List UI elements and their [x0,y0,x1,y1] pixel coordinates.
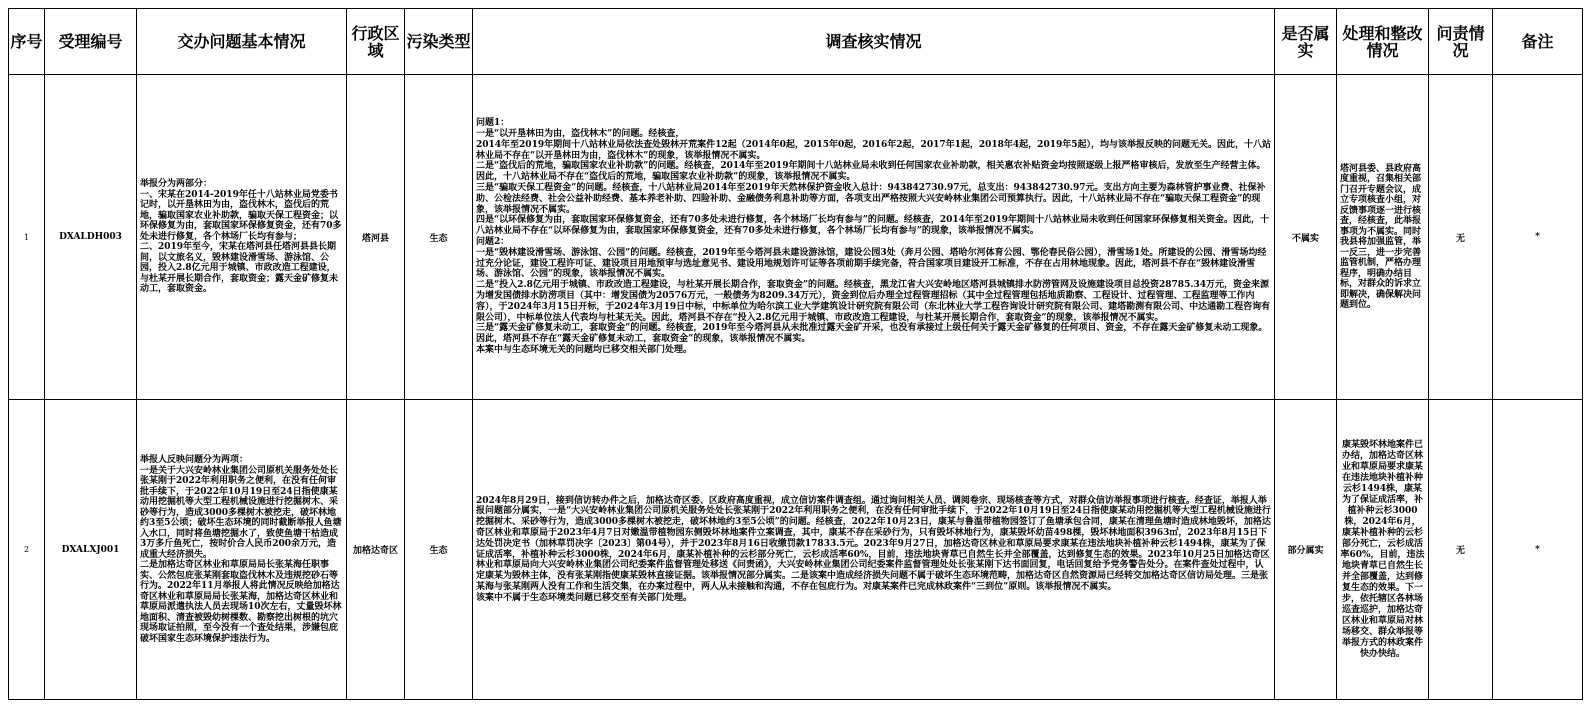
cell-remarks: * [1493,75,1583,400]
table-row [9,400,1583,700]
investigation-text: 问题1： 一是“以开垦林田为由，盗伐林木”的问题。经核查， 2014年至2019年期间十八站林业局依法查处毁林开荒案件12起（2014年0起，2015年0起，2016年2起，2017年1起，2018年4起，2019年5起），均与该举报反映的问题无关。因此，十八站林业局不存在“以开垦林田为由，盗伐林木”的现象，该举报情况不属实。 二是“盗伐后的荒地，骗取国家农业补助款”的问题。经核查，2014年至2019年期间十八站林业局未收到任何国家农业补助款，相关惠农补贴资金均按照逐级上报严格审核后，发放至生产经营主体。因此，十八站林业局不存在“盗伐后的荒地，骗取国家农业补助款”的现象，该举报情况不属实。 三是“骗取天保工程资金”的问题。经核查，十八站林业局2014年至2019年天然林保护资金收入总计：943842730.97元，总支出：943842730.97元。支出方向主要为森林管护事业费、社保补助、公检法经费、社会公益补助经费、基本养老补助、四险补助、金融债务利息补助等方面，各项支出严格按照大兴安岭林业集团公司预算执行。因此，十八站林业局不存在“骗取天保工程资金”的现象，该举报情况不属实。 四是“以环保修复为由，套取国家环保修复资金，还有70多处未进行修复，各个林场厂长均有参与”的问题。经核查，2014年至2019年期间十八站林业局未收到任何国家环保修复相关资金。因此，十八站林业局不存在“以环保修复为由，套取国家环保修复资金，还有70多处未进行修复，各个林场厂长均有参与”的现象，该举报情况不属实。 问题2： 一是“毁林建设滑雪场、游泳馆、公园”的问题。经核查，2019年至今塔河县未建设游泳馆，建设公园3处（奔月公园、塔哈尔河体育公园、鄂伦春民俗公园），滑雪场1处。所建设的公园、滑雪场均经过充分论证，建设工程许可证、建设项目用地预审与选址意见书、建设用地规划许可证等各项前期手续完备，符合国家项目建设开工标准，不存在占用林地现象。因此，塔河县不存在“毁林建设滑雪场、游泳馆、公园”的现象，该举报情况不属实。 二是“投入2.8亿元用于城镇、市政改造工程建设，与杜某开展长期合作，套取资金”的问题。经核查，黑龙江省大兴安岭地区塔河县城镇排水防涝管网及设施建设项目总投资28785.34万元，资金来源为增发国债排水防涝项目（其中：增发国债为20576万元，一般债务为8209.34万元），资金到位后办理全过程管理招标（其中全过程管理包括地质勘察、工程设计、过程管理、工程监理等工作内容），于2024年3月15日开标，于2024年3月19日中标，中标单位为哈尔滨工业大学建筑设计研究院有限公司（东北林业大学工程咨询设计研究院有限公司、建塔勘测有限公司、中达通勘工程咨询有限公司），中标单位法人代表均与杜某无关。因此，塔河县不存在“投入2.8亿元用于城镇、市政改造工程建设，与杜某开展长期合作，套取资金”的现象，该举报情况不属实。 三是“露天金矿修复未动工，套取资金”的问题。经核查，2019年至今塔河县从未批准过露天金矿开采，也没有承接过上级任何关于露天金矿修复的任何项目、资金，不存在露天金矿修复未动工现象。因此，塔河县不存在“露天金矿修复未动工，套取资金”的现象，该举报情况不属实。 本案中与生态环境无关的问题均已移交相关部门处理。 [476,118,1271,355]
header-pollution: 污染类型 [405,9,473,75]
header-accountability: 问责情况 [1429,9,1493,75]
problem-text: 举报人反映问题分为两项： 一是关于大兴安岭林业集团公司原机关服务处处长张某刚于2022年利用职务之便利，在没有任何审批手续下，于2022年10月19日至24日指使康某动用挖掘机等大型工程机械设施进行挖掘树木、采砂等行为，造成3000多棵树木被挖走，破坏林地约3至5公顷；破坏生态环境的同时截断举报人鱼塘入水口，同时将鱼塘挖掘水了，致使鱼塘干枯造成3万多斤鱼死亡，按时价合人民币200余万元，造成重大经济损失。 二是加格达奇区林业和草原局局长张某海任职事实、公然包庇张某刚套取盗伐林木及违规挖砂石等行为。2022年11月举报人将此情况反映给加格达奇区林业和草原局局长张某海，加格达奇区林业和草原局派遣执法人员去现场10次左右，丈量毁坏林地面积、清查被毁幼树棵数、勘察挖出树根的坑穴现场取证拍照，至今没有一个查处结果，涉嫌包庇破坏国家生态环境保护违法行为。 [140,455,342,644]
cell-remarks: * [1493,400,1583,700]
cell-pollution: 生态 [405,400,473,700]
header-row [9,9,1583,75]
cell-handling [1337,400,1429,700]
header-problem: 交办问题基本情况 [137,9,347,75]
cell-problem [137,75,347,400]
cell-case-no: DXALDH003 [45,75,137,400]
cell-seq: 2 [9,400,45,700]
cell-is-true: 部分属实 [1275,400,1337,700]
investigation-text: 2024年8月29日，接到信访转办件之后，加格达奇区委、区政府高度重视，成立信访案件调查组。通过询问相关人员、调阅卷宗、现场核查等方式，对群众信访举报事项进行核查。经查证，举报人举报问题部分属实，一是“大兴安岭林业集团公司原机关服务处处长张某刚于2022年利用职务之便利，在没有任何审批手续下，于2022年10月19日至24日指使康某动用挖掘机等大型工程机械设施进行挖掘树木、采砂等行为，造成3000多棵树木被挖走，破坏林地约3至5公顷”的问题。经核查，2022年10月23日，康某与鲁温带植物园签订了鱼塘承包合同，康某在清理鱼塘时造成林地毁坏，加格达奇区林业和草原局于2023年4月7日对嫩温带植物园东侧毁坏林地案件立案调查，其中，康某不存在采砂行为，只有毁坏林地行为，康某毁坏幼苗498棵，毁坏林地面积3963㎡，2023年8月15日下达处罚决定书（加林草罚决字〔2023〕第04号），并于2023年8月16日收缴罚款17833.5元。2023年9月27日，加格达奇区林业和草原局要求康某在违法地块补植补种云杉1494株，康某为了保证成活率，补植补种云杉3000株，2024年6月，康某补植补种的云杉部分死亡，云杉成活率60%，目前，违法地块青草已自然生长并全部覆盖，达到修复生态的效果。2023年10月25日加格达奇区林业和草原局向大兴安岭林业集团公司纪委案件监督管理处移送《问责函》，大兴安岭林业集团公司纪委案件监督管理处处长张某刚下达书面回复，电话回复给予党务警告处分。在案件查处过程中，认定康某为毁林主体，没有张某刚指使康某毁林直接证据。该举报情况部分属实。二是该案中造成经济损失问题不属于破坏生态环境范畴，加格达奇区自然资源局已经转交加格达奇区信访局处理。三是张某海与张某刚两人没有工作和生活交集，在办案过程中，两人从未接触和沟通，不存在包庇行为。对康某案件已完成林政案件“三到位”原则。该举报情况不属实。 该案中不属于生态环境类问题已移交至有关部门处理。 [476,495,1271,603]
header-is-true: 是否属实 [1275,9,1337,75]
cell-investigation [473,400,1275,700]
cell-problem [137,400,347,700]
cell-accountability: 无 [1429,400,1493,700]
cell-seq: 1 [9,75,45,400]
cell-case-no: DXALXJ001 [45,400,137,700]
header-investigation: 调查核实情况 [473,9,1275,75]
cell-district: 塔河县 [347,75,405,400]
case-table [8,8,1583,700]
header-remarks: 备注 [1493,9,1583,75]
cell-accountability: 无 [1429,75,1493,400]
cell-handling [1337,75,1429,400]
handling-text: 康某毁坏林地案件已办结，加格达奇区林业和草原局要求康某在违法地块补植补种云杉1494株，康某为了保证成活率，补植补种云杉3000株，2024年6月，康某补植补种的云杉部分死亡，云杉成活率60%，目前，违法地块青草已自然生长并全部覆盖，达到修复生态的效果。下一步，依托辖区各林场巡查巡护，加格达奇区林业和草原局对林场移交、群众举报等举报方式的林政案件快办快结。 [1340,439,1425,659]
header-seq: 序号 [9,9,45,75]
cell-is-true: 不属实 [1275,75,1337,400]
handling-text: 塔河县委、县政府高度重视，召集相关部门召开专题会议，成立专项核查小组，对反馈事项逐一进行核查，经核查，此举报事项为不属实。同时我县将加强监管，举一反三，进一步完善监管机制，严格办理程序，明确办结目标，对群众的诉求立即解决，确保解决问题到位。 [1340,163,1422,310]
problem-text: 举报分为两部分： 一、宋某在2014-2019年任十八站林业局党委书记时，以开垦林田为由，盗伐林木，盗伐后的荒地，骗取国家农业补助款，骗取天保工程资金；以环保修复为由，套取国家环保修复资金，还有70多处未进行修复，各个林场厂长均有参与； 二、2019年至今，宋某在塔河县任塔河县县长期间，以文旅名义，毁林建设滑雪场、游泳馆、公园，投入2.8亿元用于城镇、市政改造工程建设，与杜某开展长期合作，套取资金；露天金矿修复未动工，套取资金。 [140,179,342,295]
header-district: 行政区域 [347,9,405,75]
table-row [9,75,1583,400]
header-handling: 处理和整改情况 [1337,9,1429,75]
cell-district: 加格达奇区 [347,400,405,700]
cell-pollution: 生态 [405,75,473,400]
header-case-no: 受理编号 [45,9,137,75]
cell-investigation [473,75,1275,400]
